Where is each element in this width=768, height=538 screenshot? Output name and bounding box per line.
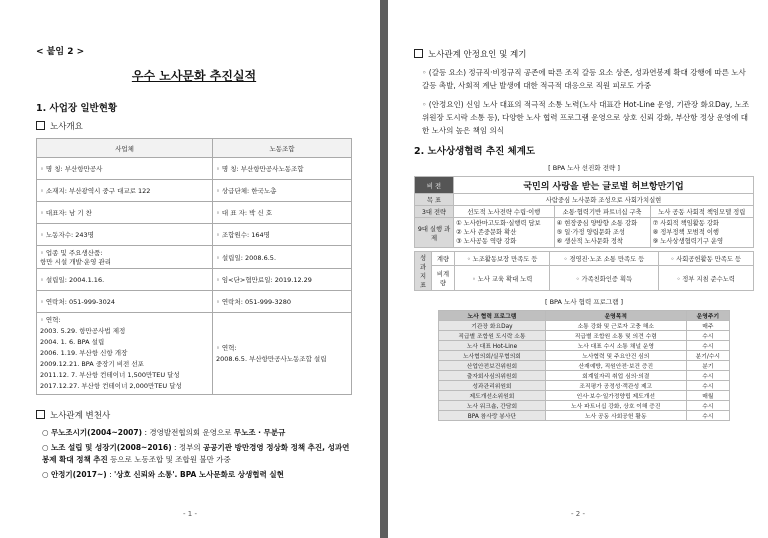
qual-label: 비계량 xyxy=(432,266,455,291)
program-name: 산업안전보건위원회 xyxy=(438,361,545,371)
program-purpose: 소통 강화 및 근로자 고충 해소 xyxy=(546,321,686,331)
program-purpose: 노사협력 및 주요안건 심의 xyxy=(546,351,686,361)
program-cycle: 매주 xyxy=(686,321,730,331)
overview-rows xyxy=(37,158,352,313)
strategy-label: 3대 전략 xyxy=(415,206,454,218)
program-purpose: 노사 공동 사회공헌 활동 xyxy=(546,411,686,421)
section-2-heading: 2. 노사상생협력 추진 체계도 xyxy=(414,146,536,157)
performance-table xyxy=(414,251,754,291)
overview-heading: 노사개요 xyxy=(36,120,352,132)
history-heading: 노사관계 변천사 xyxy=(36,409,352,421)
quant-2: ◦ 경영진·노조 소통 만족도 등 xyxy=(550,252,658,266)
company-cell: ◦ 명 칭: 부산항만공사 xyxy=(37,158,213,180)
table-row xyxy=(438,331,729,341)
union-history: ◦ 연혁: 2008.6.5. 부산항만공사노동조합 설립 xyxy=(213,313,352,395)
table-row xyxy=(438,381,729,391)
table-row xyxy=(37,180,352,202)
history-item: ○ 안정기(2017~) : '상호 신뢰와 소통'. BPA 노사문화로 상생협력 실현 xyxy=(42,470,284,479)
program-cycle: 수시 xyxy=(686,401,730,411)
page-number: - 2 - xyxy=(571,510,585,518)
tasks-group-1: ① 노사한마고도화·실행력 담보 ② 노사 존중문화 확산 ③ 노사공동 역량 강화 xyxy=(454,218,555,248)
overview-table xyxy=(36,138,352,395)
program-name: 성과관리위원회 xyxy=(438,381,545,391)
program-purpose: 회계일자리 취업 심의·의결 xyxy=(546,371,686,381)
vision-text: 국민의 사랑을 받는 글로벌 허브항만기업 xyxy=(454,177,754,194)
history-item: ○ 무노조시기(2004~2007) : 경영발전협의회 운영으로 무노조 · 무분규 xyxy=(42,428,286,437)
table-row xyxy=(438,361,729,371)
section-1-heading: 1. 사업장 일반현황 xyxy=(36,103,118,114)
program-cycle: 매월 xyxy=(686,391,730,401)
program-name: 출자회사심의위원회 xyxy=(438,371,545,381)
qual-2: ◦ 가족친화인증 획득 xyxy=(550,266,658,291)
quant-1: ◦ 노조활동보장 만족도 등 xyxy=(455,252,550,266)
qual-3: ◦ 정부 지침 준수노력 xyxy=(658,266,753,291)
company-cell: ◦ 노동자수: 243명 xyxy=(37,224,213,246)
program-cycle: 수시 xyxy=(686,381,730,391)
prog-col-cycle: 운영주기 xyxy=(686,311,730,321)
program-name: 직급별 조합원 도시락 소통 xyxy=(438,331,545,341)
bullet-stability: ◦ (안정요인) 신임 노사 대표의 적극적 소통 노력(노사 대표간 Hot-Line 운영, 기관장 화요Day, 노조위원장 도시락 소통 등), 다양한 노사 협력 프로그램 운영으로 상호 신뢰 강화, 부산항 정상 운영에 대한 노사의 높은 책임 의식 xyxy=(422,100,750,135)
stability-heading: 노사관계 안정요인 및 계기 xyxy=(414,48,754,60)
program-name: 노사협의회/실무협의회 xyxy=(438,351,545,361)
union-cell: ◦ 임<단>협만료일: 2019.12.29 xyxy=(213,269,352,291)
program-name: 노사 워크숍, 간담회 xyxy=(438,401,545,411)
tasks-group-2: ④ 현장중심 양방향 소통 강화 ⑤ 일·가정 양립문화 조성 ⑥ 생산적 노사문화 정착 xyxy=(554,218,650,248)
company-cell: ◦ 소재지: 부산광역시 중구 대교로 122 xyxy=(37,180,213,202)
strategy-1: 선도적 노사전략 수립·이행 xyxy=(454,206,555,218)
history-list xyxy=(36,427,352,481)
company-cell: ◦ 연락처: 051-999-3024 xyxy=(37,291,213,313)
checkbox-square-icon xyxy=(36,121,45,130)
strategy-3: 노사 공동 사회적 책임모델 정립 xyxy=(650,206,753,218)
page-1 xyxy=(0,0,380,538)
company-cell: ◦ 설립일: 2004.1.16. xyxy=(37,269,213,291)
tasks-group-3: ⑦ 사회적 책임활동 강화 ⑧ 정부정책 모범적 이행 ⑨ 노사상생협력기구 운영 xyxy=(650,218,753,248)
table-row xyxy=(37,224,352,246)
table-row xyxy=(37,291,352,313)
program-cycle: 분기 xyxy=(686,361,730,371)
program-cycle: 수시 xyxy=(686,331,730,341)
program-purpose: 조직평가 공정성·객관성 제고 xyxy=(546,381,686,391)
page-2 xyxy=(388,0,768,538)
prog-col-purpose: 운영목적 xyxy=(546,311,686,321)
company-history: ◦ 연혁: 2003. 5.29. 항만공사법 제정 2004. 1. 6. BPA 설립 2006. 1.19. 부산항 신항 개장 2009.12.21. BPA 중장기 비전 선포 2011.12. 7. 부산항 컨테이너 1,500만TEU 달성 2017.12.27. 부산항 컨테이너 2,000만TEU 달성 xyxy=(37,313,213,395)
table-row xyxy=(37,202,352,224)
annex-label: < 붙임 2 > xyxy=(36,47,85,57)
union-cell: ◦ 조합원수: 164명 xyxy=(213,224,352,246)
program-table xyxy=(438,310,730,421)
program-purpose: 인사·보수·일가정양립 제도개선 xyxy=(546,391,686,401)
goal-label: 목 표 xyxy=(415,194,454,206)
checkbox-square-icon xyxy=(414,49,423,58)
program-cycle: 수시 xyxy=(686,411,730,421)
program-purpose: 노사 파트너십 강화, 상호 이해 증진 xyxy=(546,401,686,411)
checkbox-square-icon xyxy=(36,410,45,419)
strategy-table xyxy=(414,176,754,248)
table-row xyxy=(438,411,729,421)
union-cell: ◦ 명 칭: 부산항만공사노동조합 xyxy=(213,158,352,180)
company-cell: ◦ 대표자: 남 기 찬 xyxy=(37,202,213,224)
strategy-2: 소통·협력기반 파트너십 구축 xyxy=(554,206,650,218)
col-company: 사업체 xyxy=(37,139,213,158)
union-cell: ◦ 대 표 자: 박 신 호 xyxy=(213,202,352,224)
program-purpose: 노사 대표 수시 소통 채널 운영 xyxy=(546,341,686,351)
history-item: ○ 노조 설립 및 성장기(2008~2016) : 정부의 공공기관 방만경영 정상화 정책 추진, 성과연봉제 확대 정책 추진 등으로 노동조합 및 조합원 불만 가중 xyxy=(42,443,350,464)
document-title: 우수 노사문화 추진실적 xyxy=(131,69,257,83)
table-row xyxy=(438,371,729,381)
page-number: - 1 - xyxy=(183,510,197,518)
prog-col-name: 노사 협력 프로그램 xyxy=(438,311,545,321)
goal-text: 사람중심 노사문화 조성으로 사회가치실현 xyxy=(454,194,754,206)
table-row xyxy=(438,341,729,351)
program-name: 노사 대표 Hot-Line xyxy=(438,341,545,351)
table-row xyxy=(37,246,352,269)
table-row xyxy=(37,158,352,180)
perf-label: 성과지표 xyxy=(415,252,432,291)
program-caption: [ BPA 노사 협력 프로그램 ] xyxy=(544,298,624,306)
tasks-label: 9대 실행 과제 xyxy=(415,218,454,248)
program-name: BPA 참사랑 봉사단 xyxy=(438,411,545,421)
company-cell: ◦ 업종 및 주요생산품: 항만 시설 개발·운영 관리 xyxy=(37,246,213,269)
table-row xyxy=(438,321,729,331)
program-cycle: 분기/수시 xyxy=(686,351,730,361)
bullet-conflict: ◦ (갈등 요소) 정규직·비정규직 공존에 따른 조직 갈등 요소 상존, 성과연봉제 확대 강행에 따른 노사 갈등 촉발, 사회적 계난 발생에 대한 적극적 대응으로 직원 피로도 가중 xyxy=(422,68,746,90)
table-row xyxy=(37,269,352,291)
program-purpose: 직급별 조합원 소통 및 의견 수렴 xyxy=(546,331,686,341)
qual-1: ◦ 노사 교육 확대 노력 xyxy=(455,266,550,291)
program-name: 기관장 화요Day xyxy=(438,321,545,331)
page-separator xyxy=(380,0,388,538)
col-union: 노동조합 xyxy=(213,139,352,158)
program-cycle: 수시 xyxy=(686,341,730,351)
union-cell: ◦ 상급단체: 한국노총 xyxy=(213,180,352,202)
program-cycle: 수시 xyxy=(686,371,730,381)
table-row xyxy=(438,351,729,361)
program-rows xyxy=(438,321,729,421)
table-row xyxy=(438,401,729,411)
vision-label: 비 전 xyxy=(415,177,454,194)
table-row xyxy=(438,391,729,401)
quant-3: ◦ 사회공헌활동 만족도 등 xyxy=(658,252,753,266)
strategy-caption: [ BPA 노사 선진화 전략 ] xyxy=(548,164,620,172)
union-cell: ◦ 연락처: 051-999-3280 xyxy=(213,291,352,313)
union-cell: ◦ 설립일: 2008.6.5. xyxy=(213,246,352,269)
program-purpose: 산재예방, 직원안전·보건 증진 xyxy=(546,361,686,371)
quant-label: 계량 xyxy=(432,252,455,266)
program-name: 제도개선소위원회 xyxy=(438,391,545,401)
